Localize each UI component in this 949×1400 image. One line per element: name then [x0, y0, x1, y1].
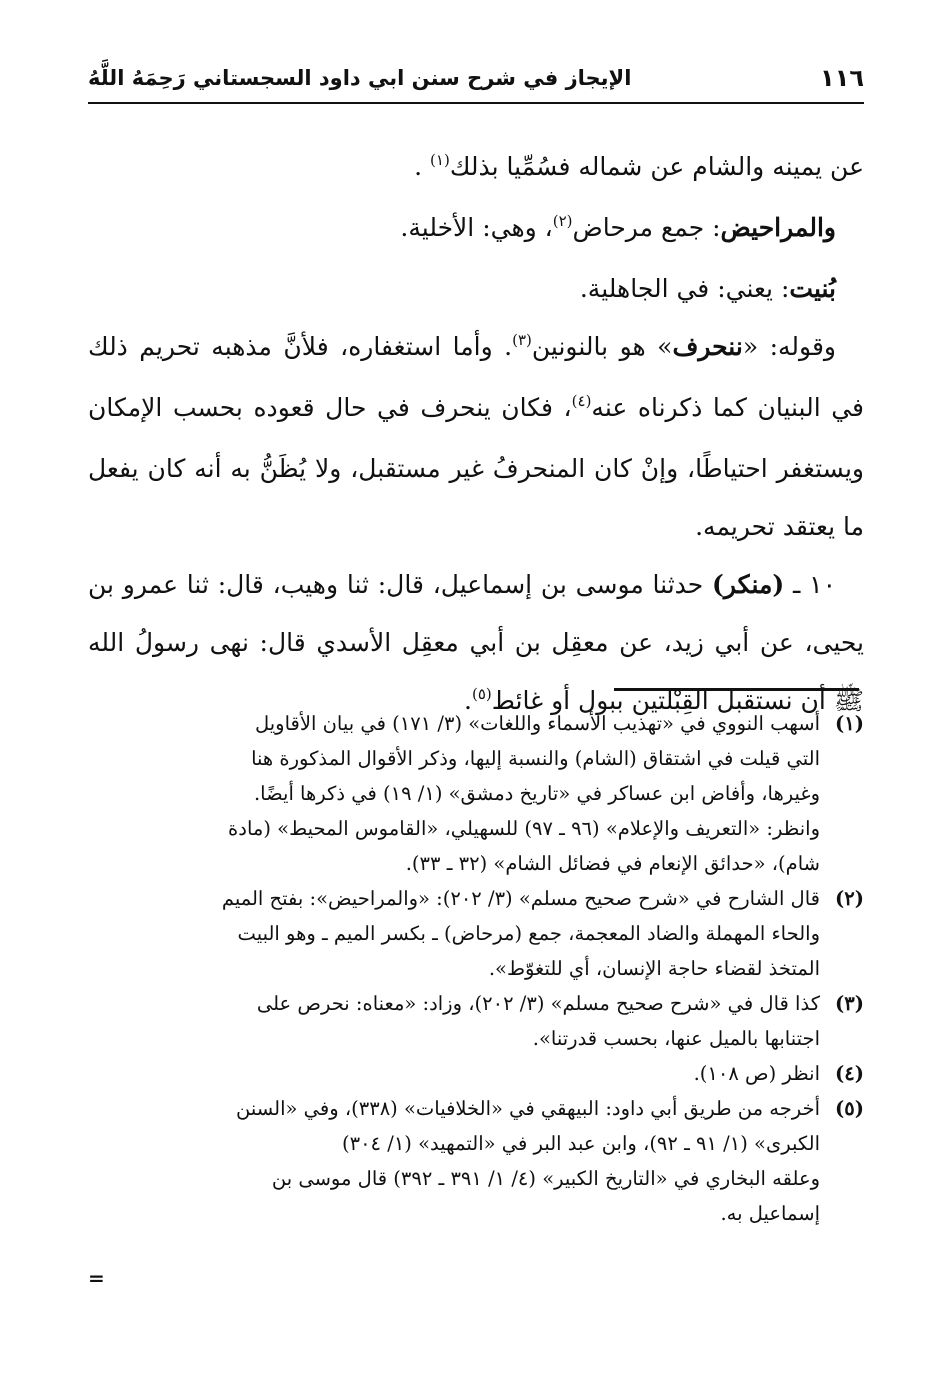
footnote-number: (٤) [835, 1062, 864, 1085]
hadith-10: ١٠ ـ (منكر) حدثنا موسى بن إسماعيل، قال: ثنا وهيب، قال: ثنا عمرو بن يحيى، عن أبي زيد، عن معقِل بن أبي معقِل الأسدي قال: نهى رسولُ الله ﷺ أن نستقبل القِبْلتين ببول أو غائط$^{(٥)}$. [88, 570, 864, 715]
footnote-4 [88, 1056, 864, 1091]
footnote-ref-4: (٤) [571, 392, 592, 410]
footnote-number: (٣) [835, 992, 864, 1015]
footnote-text: أخرجه من طريق أبي داود: البيهقي في «الخلافيات» (٣٣٨)، وفي «السنن الكبرى» (١/ ٩١ ـ ٩٢)، وابن عبد البر في «التمهيد» (١/ ٣٠٤) وعلقه البخاري في «التاريخ الكبير» (٤/ ١/ ٣٩١ ـ ٣٩٢) قال موسى بن إسماعيل به. [236, 1097, 820, 1225]
footnote-5 [88, 1091, 864, 1231]
running-title: الإيجاز في شرح سنن ابي داود السجستاني رَحِمَهُ اللَّهُ [88, 66, 632, 90]
footnote-number: (٢) [835, 887, 864, 910]
footnote-number: (٥) [835, 1097, 864, 1120]
paragraph-1: عن يمينه والشام عن شماله فسُمِّيا بذلك$^{(١)}$ . [414, 151, 864, 181]
main-text [88, 138, 864, 733]
page-number: ١١٦ [820, 64, 864, 92]
footnote-3 [88, 986, 864, 1056]
footnote-text: انظر (ص ١٠٨). [693, 1062, 820, 1085]
running-header [88, 58, 864, 100]
footnote-2 [88, 881, 864, 986]
paragraph-4: وقوله: «ننحرف» هو بالنونين$^{(٣)}$. وأما استغفاره، فلأنَّ مذهبه تحريم ذلك في البنيان كما ذكرناه عنه$^{(٤)}$، فكان ينحرف في حال قعوده بحسب الإمكان ويستغفر احتياطًا، وإنْ كان المنحرفُ غير مستقبل، ولا يُظَنُّ به أنه كان يفعل ما يعتقد تحريمه. [88, 331, 864, 541]
term-buniyat: بُنيت [789, 274, 836, 303]
footnote-text: قال الشارح في «شرح صحيح مسلم» (٣/ ٢٠٢): «والمراحيض»: بفتح الميم والحاء المهملة والضاد المعجمة، جمع (مرحاض) ـ بكسر الميم ـ وهو البيت المتخذ لقضاء حاجة الإنسان، أي للتغوّط». [221, 887, 820, 980]
footnote-ref-3: (٣) [512, 331, 532, 349]
footnote-text: كذا قال في «شرح صحيح مسلم» (٣/ ٢٠٢)، وزاد: «معناه: نحرص على اجتنابها بالميل عنها، بحسب قدرتنا». [256, 992, 820, 1050]
header-rule [88, 102, 864, 104]
paragraph-2: والمراحيض: جمع مرحاض$^{(٢)}$، وهي: الأخلية. [400, 212, 836, 242]
term-nanharif: ننحرف [672, 332, 743, 361]
continuation-mark: = [88, 1266, 105, 1290]
footnote-text: أسهب النووي في «تهذيب الأسماء واللغات» (٣/ ١٧١) في بيان الأقاويل التي قيلت في اشتقاق (الشام) والنسبة إليها، وذكر الأقوال المذكورة هنا وغيرها، وأفاض ابن عساكر في «تاريخ دمشق» (١/ ١٩) في ذكرها أيضًا. وانظر: «التعريف والإعلام» (٩٦ ـ ٩٧) للسهيلي، «القاموس المحيط» (مادة شام)، «حدائق الإنعام في فضائل الشام» (٣٢ ـ ٣٣). [228, 712, 820, 875]
footnote-ref-1: (١) [430, 151, 450, 169]
footnote-separator [614, 688, 859, 691]
footnote-ref-5: (٥) [471, 685, 492, 703]
footnote-number: (١) [835, 712, 864, 735]
hadith-number: ١٠ ـ [784, 570, 837, 599]
term-maraheed: والمراحيض [720, 213, 836, 242]
footnote-1 [88, 706, 864, 881]
footnote-ref-2: (٢) [552, 212, 573, 230]
footnotes [88, 706, 864, 1231]
hadith-grade: (منكر) [712, 570, 785, 599]
paragraph-3: بُنيت: يعني: في الجاهلية. [579, 274, 836, 303]
